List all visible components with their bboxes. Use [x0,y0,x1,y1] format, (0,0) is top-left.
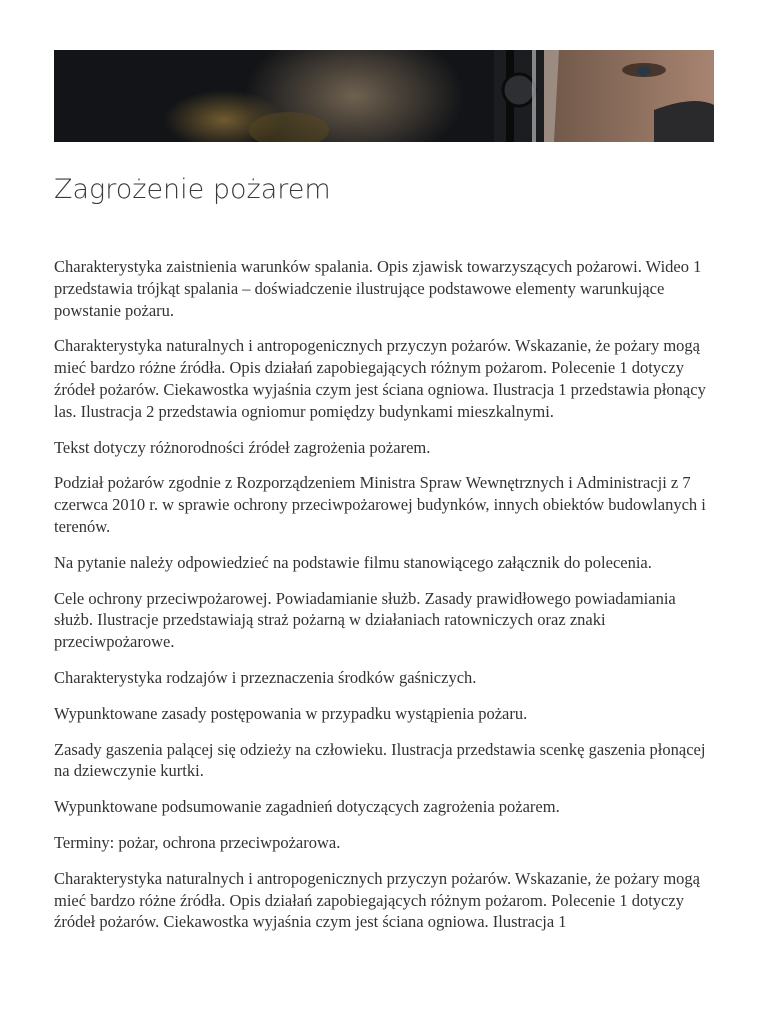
paragraph: Na pytanie należy odpowiedzieć na podstawie filmu stanowiącego załącznik do polecenia. [54,552,652,572]
paragraph: Wypunktowane zasady postępowania w przypadku wystąpienia pożaru. [54,703,528,723]
paragraph: Podział pożarów zgodnie z Rozporządzeniem Ministra Spraw Wewnętrznych i Administracji z 7 czerwca 2010 r. w sprawie ochrony przeciwpożarowej budynków, innych obiektów budowlanych i terenów. [54,473,706,536]
paragraph: Charakterystyka naturalnych i antropogenicznych przyczyn pożarów. Wskazanie, że pożary mogą mieć bardzo różne źródła. Opis działań zapobiegających różnym pożarom. Polecenie 1 dotyczy źródeł pożarów. Ciekawostka wyjaśnia czym jest ściana ogniowa. Ilustracja 1 [54,868,700,932]
paragraph: Charakterystyka naturalnych i antropogenicznych przyczyn pożarów. Wskazanie, że pożary mogą mieć bardzo różne źródła. Opis działań zapobiegających różnym pożarom. Polecenie 1 dotyczy źródeł pożarów. Ciekawostka wyjaśnia czym jest ściana ogniowa. Ilustracja 1 przedstawia płonący las. Ilustracja 2 przedstawia ogniomur pomiędzy budynkami mieszkalnymi. [54,336,706,421]
paragraph: Charakterystyka rodzajów i przeznaczenia środków gaśniczych. [54,667,477,687]
paragraph: Zasady gaszenia palącej się odzieży na człowieku. Ilustracja przedstawia scenkę gaszenia płonącej na dziewczynie kurtki. [54,739,706,781]
paragraph: Terminy: pożar, ochrona przeciwpożarowa. [54,832,341,852]
banner-image [54,50,714,142]
banner-photo-illustration [54,50,714,142]
paragraph: Cele ochrony przeciwpożarowej. Powiadamianie służb. Zasady prawidłowego powiadamiania służb. Ilustracje przedstawiają straż pożarną w działaniach ratowniczych oraz znaki przeciwpożarowe. [54,588,676,652]
paragraph: Wypunktowane podsumowanie zagadnień dotyczących zagrożenia pożarem. [54,797,560,817]
content-body [54,256,714,947]
page-title: Zagrożenie pożarem [54,174,331,205]
paragraph: Tekst dotyczy różnorodności źródeł zagrożenia pożarem. [54,437,431,457]
paragraph: Charakterystyka zaistnienia warunków spalania. Opis zjawisk towarzyszących pożarowi. Wideo 1 przedstawia trójkąt spalania – doświadczenie ilustrujące podstawowe elementy warunkujące powstanie pożaru. [54,257,702,320]
